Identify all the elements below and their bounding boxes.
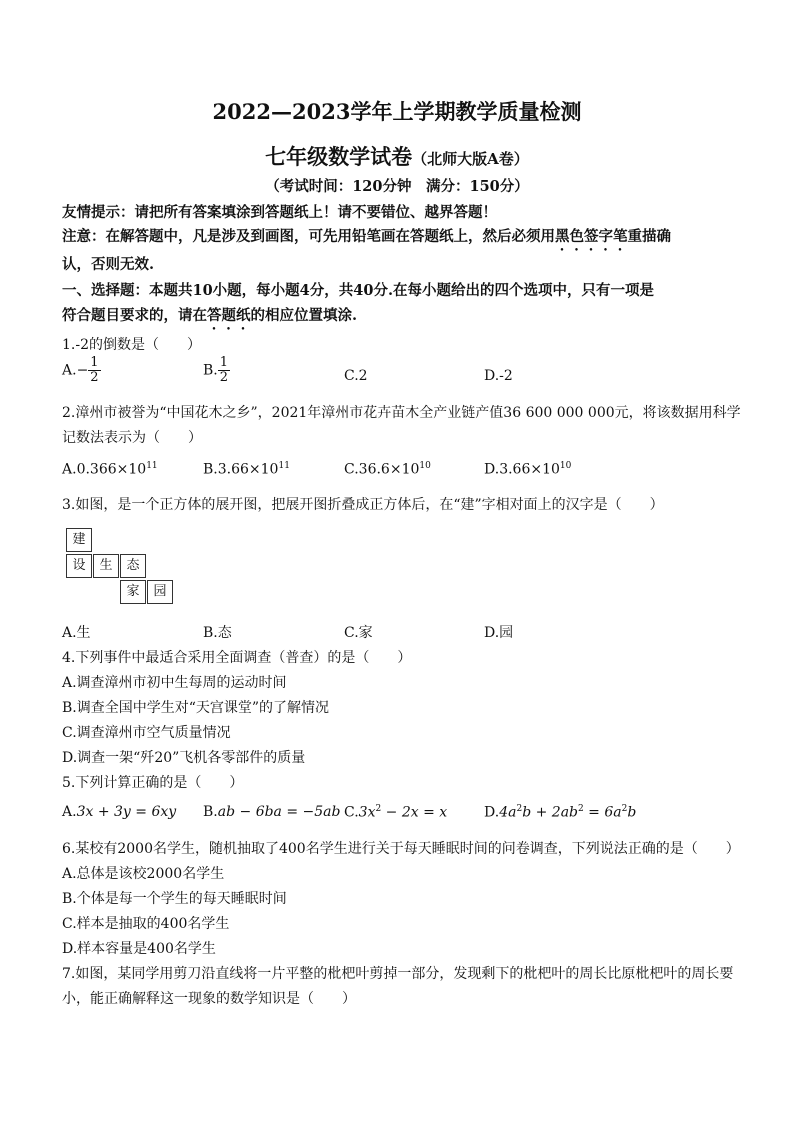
q5-option-b [203, 804, 340, 820]
q7-stem-line-1: 7.如图，某同学用剪刀沿直线将一片平整的枇杷叶剪掉一部分，发现剩下的枇杷叶的周长比原枇杷叶的周长要 [62, 966, 734, 982]
q5-option-d [484, 804, 636, 821]
q1-b-label: B. [203, 362, 218, 379]
q5-c-exp: 2 [375, 804, 382, 814]
section1-emphasis: 答题纸 [207, 307, 251, 324]
exam-subtitle [0, 141, 794, 171]
q1-option-c: C.2 [344, 368, 368, 384]
q5-d-exp2: 2 [578, 804, 584, 814]
q5-d-post: b [627, 804, 637, 821]
q5-option-a [62, 804, 176, 820]
q1-a-den: 2 [90, 370, 99, 385]
notice-text-a: 注意：在解答题中，凡是涉及到画图，可先用铅笔画在答题纸上，然后必须用 [62, 228, 555, 245]
q5-b-label: B. [203, 804, 218, 820]
q2-d-exp: 10 [559, 461, 572, 471]
q6-option-a: A.总体是该校2000名学生 [62, 866, 225, 882]
q6-option-c: C.样本是抽取的400名学生 [62, 916, 230, 932]
q5-option-c [344, 804, 447, 821]
q1-stem: 1.-2的倒数是（ ） [62, 337, 201, 353]
q1-a-sign: − [76, 362, 89, 379]
q2-stem-line-1: 2.漳州市被誉为“中国花木之乡”，2021年漳州市花卉苗木全产业链产值36 600 000 000元，将该数据用科学 [62, 405, 741, 421]
notice-line-2: 认，否则无效. [62, 256, 155, 273]
notice-line-1 [62, 225, 671, 254]
q2-b-label: B. [203, 461, 218, 478]
q2-c-label: C. [344, 461, 359, 478]
q2-b-exp: 11 [278, 461, 290, 471]
q4-stem: 4.下列事件中最适合采用全面调查（普查）的是（ ） [62, 650, 412, 666]
section1-text-b: 的相应位置填涂. [250, 307, 358, 324]
notice-text-b: 重描确 [627, 228, 671, 245]
q2-a-base: 0.366×10 [76, 461, 147, 478]
exam-subtitle-version: （北师大版A卷） [412, 150, 529, 168]
section1-line-2 [62, 304, 357, 333]
net-cell-tai: 态 [120, 554, 146, 578]
q7-stem-line-2: 小，能正确解释这一现象的数学知识是（ ） [62, 991, 356, 1007]
q1-a-label: A. [62, 362, 77, 379]
q2-stem-line-2: 记数法表示为（ ） [62, 430, 202, 446]
q3-option-d: D.园 [484, 625, 514, 641]
q5-a-expr: 3x + 3y = 6xy [76, 804, 177, 820]
q5-b-expr: ab − 6ba = −5ab [217, 804, 341, 820]
q3-option-c: C.家 [344, 625, 373, 641]
q1-a-fraction [88, 356, 100, 385]
q6-option-b: B.个体是每一个学生的每天睡眠时间 [62, 891, 287, 907]
q4-option-d: D.调查一架“歼20”飞机各零部件的质量 [62, 750, 306, 766]
q4-option-a: A.调查漳州市初中生每周的运动时间 [62, 675, 287, 691]
q5-a-label: A. [62, 804, 77, 820]
q3-stem: 3.如图，是一个正方体的展开图，把展开图折叠成正方体后，在“建”字相对面上的汉字是（ ） [62, 497, 664, 513]
exam-subtitle-main: 七年级数学试卷 [265, 144, 413, 169]
q5-d-label: D. [484, 804, 500, 821]
q2-a-label: A. [62, 461, 77, 478]
q1-option-a [62, 356, 101, 385]
q1-b-fraction [218, 356, 230, 385]
section1-line-1: 一、选择题：本题共10小题，每小题4分，共40分.在每小题给出的四个选项中，只有一项是 [62, 282, 654, 299]
q4-option-b: B.调查全国中学生对“天宫课堂”的了解情况 [62, 700, 330, 716]
q5-c-label: C. [344, 804, 359, 821]
net-cell-yuan: 园 [147, 580, 173, 604]
net-cell-jian: 建 [66, 528, 92, 552]
q1-option-d: D.-2 [484, 368, 513, 384]
net-cell-jia: 家 [120, 580, 146, 604]
q5-d-mid2: = 6a [583, 804, 622, 821]
q2-b-base: 3.66×10 [217, 461, 279, 478]
q4-option-c: C.调查漳州市空气质量情况 [62, 725, 231, 741]
q1-a-num: 1 [90, 355, 99, 370]
q2-d-label: D. [484, 461, 500, 478]
net-cell-she: 设 [66, 554, 92, 578]
q6-stem: 6.某校有2000名学生，随机抽取了400名学生进行关于每天睡眠时间的问卷调查，下列说法正确的是（ ） [62, 841, 740, 857]
notice-emphasis: 黑色签字笔 [555, 228, 628, 245]
section1-text-a: 符合题目要求的，请在 [62, 307, 207, 324]
friendly-tip: 友情提示：请把所有答案填涂到答题纸上！请不要错位、越界答题！ [62, 204, 497, 221]
q5-stem: 5.下列计算正确的是（ ） [62, 775, 244, 791]
q1-b-num: 1 [219, 355, 229, 370]
q2-c-exp: 10 [419, 461, 431, 471]
q1-b-den: 2 [219, 370, 229, 385]
q2-d-base: 3.66×10 [499, 461, 560, 478]
q6-option-d: D.样本容量是400名学生 [62, 941, 216, 957]
exam-info: （考试时间：120分钟 满分：150分） [265, 178, 529, 195]
q5-d-pre: 4a [499, 804, 517, 821]
q2-option-a [62, 461, 158, 478]
q5-c-post: − 2x = x [381, 804, 448, 821]
q1-option-b [203, 356, 230, 385]
q2-option-b [203, 461, 290, 478]
exam-title: 2022—2023学年上学期教学质量检测 [212, 99, 582, 124]
q3-option-b: B.态 [203, 625, 232, 641]
q5-d-exp1: 2 [516, 804, 523, 814]
q2-c-base: 36.6×10 [358, 461, 420, 478]
q5-c-pre: 3x [358, 804, 376, 821]
q5-d-mid: b + 2ab [522, 804, 578, 821]
q2-option-d [484, 461, 571, 478]
q2-a-exp: 11 [146, 461, 158, 471]
q3-option-a: A.生 [62, 625, 91, 641]
net-cell-sheng: 生 [93, 554, 119, 578]
q5-d-exp3: 2 [621, 804, 628, 814]
q2-option-c [344, 461, 431, 478]
